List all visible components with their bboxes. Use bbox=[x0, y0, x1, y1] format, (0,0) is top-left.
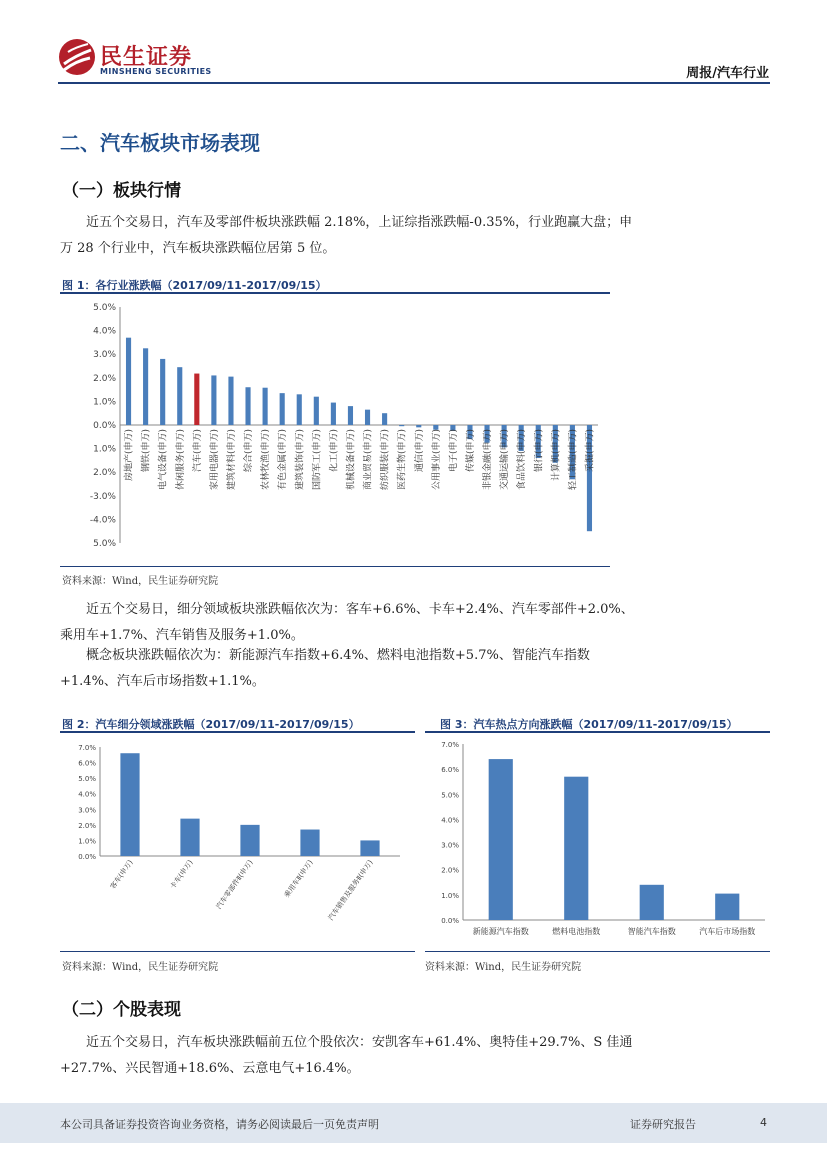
category-label: 电气设备(申万) bbox=[158, 429, 169, 491]
y-tick-label: 2.0% bbox=[441, 866, 459, 875]
y-tick-label: -4.0% bbox=[89, 515, 116, 526]
category-label: 汽车(申万) bbox=[192, 429, 203, 473]
figure-1-rule bbox=[60, 292, 610, 294]
header-rule bbox=[58, 82, 770, 84]
y-tick-label: -3.0% bbox=[89, 491, 116, 502]
bar bbox=[382, 413, 387, 425]
category-label: 燃料电池指数 bbox=[552, 927, 601, 936]
category-label: 有色金属(申万) bbox=[278, 429, 289, 491]
y-tick-label: 3.0% bbox=[78, 806, 96, 815]
category-label: 轻工制造(申万) bbox=[568, 429, 579, 491]
subsection-title-2: （二）个股表现 bbox=[62, 1000, 181, 1020]
bar bbox=[331, 403, 336, 425]
bar bbox=[399, 425, 404, 426]
y-tick-label: 7.0% bbox=[441, 741, 459, 749]
logo-cn: 民生证券 bbox=[100, 45, 193, 70]
bar bbox=[180, 819, 199, 856]
bar bbox=[416, 425, 421, 427]
category-label: 房地产(申万) bbox=[124, 429, 135, 482]
report-type: 周报/汽车行业 bbox=[686, 66, 769, 81]
bar bbox=[348, 406, 353, 425]
category-label: 银行(申万) bbox=[534, 429, 545, 473]
figure-3-source: 资料来源：Wind，民生证券研究院 bbox=[425, 962, 582, 973]
paragraph-4: 近五个交易日，汽车板块涨跌幅前五位个股依次：安凯客车+61.4%、奥特佳+29.7%、S 佳通+27.7%、兴民智通+18.6%、云意电气+16.4%。 bbox=[60, 1035, 633, 1076]
category-label: 商业贸易(申万) bbox=[363, 429, 374, 491]
category-label: 综合(申万) bbox=[244, 429, 255, 473]
y-tick-label: 3.0% bbox=[441, 841, 459, 850]
bar bbox=[297, 394, 302, 425]
y-tick-label: 0.0% bbox=[441, 917, 459, 925]
industry-change-chart bbox=[60, 296, 610, 564]
y-tick-label: 2.0% bbox=[93, 468, 116, 479]
y-tick-label: 6.0% bbox=[78, 759, 96, 768]
y-tick-label: 5.0% bbox=[93, 539, 116, 549]
category-label: 家用电器(申万) bbox=[209, 429, 220, 491]
figure-3-rule bbox=[425, 731, 770, 733]
bar bbox=[360, 840, 379, 856]
y-tick-label: 5.0% bbox=[78, 775, 96, 784]
category-label: 汽车销售及服务Ⅱ(申万) bbox=[326, 858, 375, 923]
figure-2-source: 资料来源：Wind，民生证券研究院 bbox=[62, 962, 219, 973]
y-tick-label: 1.0% bbox=[93, 444, 116, 455]
category-label: 智能汽车指数 bbox=[627, 927, 676, 936]
subsection-title-1: （一）板块行情 bbox=[62, 181, 181, 201]
category-label: 新能源汽车指数 bbox=[472, 927, 529, 936]
footer-disclaimer: 本公司具备证券投资咨询业务资格，请务必阅读最后一页免责声明 bbox=[60, 1118, 379, 1131]
bar bbox=[211, 375, 216, 425]
category-label: 建筑装饰(申万) bbox=[295, 429, 306, 491]
paragraph-3: 概念板块涨跌幅依次为：新能源汽车指数+6.4%、燃料电池指数+5.7%、智能汽车指数+1.4%、汽车后市场指数+1.1%。 bbox=[60, 648, 590, 689]
figure-1-bottom-rule bbox=[60, 566, 610, 567]
bar bbox=[143, 348, 148, 425]
category-label: 采掘(申万) bbox=[585, 429, 596, 473]
bar bbox=[245, 387, 250, 425]
bar bbox=[240, 825, 259, 856]
bar bbox=[177, 367, 182, 425]
paragraph-2: 近五个交易日，细分领域板块涨跌幅依次为：客车+6.6%、卡车+2.4%、汽车零部件+2.0%、乘用车+1.7%、汽车销售及服务+1.0%。 bbox=[60, 602, 634, 643]
y-tick-label: 5.0% bbox=[441, 791, 459, 800]
category-label: 电子(申万) bbox=[448, 429, 459, 473]
figure-2-rule bbox=[60, 731, 415, 733]
bar bbox=[228, 377, 233, 425]
bar bbox=[640, 885, 664, 920]
category-label: 纺织服装(申万) bbox=[380, 429, 391, 491]
y-tick-label: 6.0% bbox=[441, 766, 459, 775]
footer-doc-type: 证券研究报告 bbox=[630, 1118, 696, 1131]
bar bbox=[365, 410, 370, 425]
bar bbox=[194, 374, 199, 425]
section-title: 二、汽车板块市场表现 bbox=[60, 131, 260, 155]
category-label: 客车(申万) bbox=[108, 858, 135, 891]
bar bbox=[126, 338, 131, 425]
y-tick-label: 2.0% bbox=[78, 821, 96, 830]
category-label: 汽车零部件Ⅱ(申万) bbox=[214, 858, 255, 911]
category-label: 汽车后市场指数 bbox=[699, 927, 756, 936]
category-label: 乘用车Ⅱ(申万) bbox=[282, 858, 315, 900]
y-tick-label: 4.0% bbox=[78, 790, 96, 799]
y-tick-label: 4.0% bbox=[441, 816, 459, 825]
figure-2-title: 图 2：汽车细分领域涨跌幅（2017/09/11-2017/09/15） bbox=[62, 718, 360, 731]
figure-1-title: 图 1：各行业涨跌幅（2017/09/11-2017/09/15） bbox=[62, 279, 327, 292]
y-tick-label: 5.0% bbox=[93, 303, 116, 313]
category-label: 传媒(申万) bbox=[465, 429, 476, 473]
figure-3-bottom-rule bbox=[425, 951, 770, 952]
y-tick-label: 1.0% bbox=[441, 891, 459, 900]
footer-page-number: 4 bbox=[760, 1116, 767, 1129]
category-label: 交通运输(申万) bbox=[500, 429, 511, 491]
category-label: 卡车(申万) bbox=[168, 858, 195, 891]
y-tick-label: 0.0% bbox=[93, 421, 116, 431]
figure-1-source: 资料来源：Wind，民生证券研究院 bbox=[62, 576, 219, 587]
category-label: 机械设备(申万) bbox=[346, 429, 357, 491]
category-label: 建筑材料(申万) bbox=[226, 429, 237, 491]
category-label: 休闲服务(申万) bbox=[175, 429, 186, 491]
bar bbox=[300, 830, 319, 856]
category-label: 国防军工(申万) bbox=[312, 429, 323, 491]
bar bbox=[160, 359, 165, 425]
bar bbox=[489, 759, 513, 920]
y-tick-label: 0.0% bbox=[78, 853, 96, 861]
figure-3-title: 图 3：汽车热点方向涨跌幅（2017/09/11-2017/09/15） bbox=[440, 718, 738, 731]
category-label: 钢铁(申万) bbox=[141, 429, 152, 473]
bar bbox=[263, 388, 268, 425]
y-tick-label: 3.0% bbox=[93, 350, 116, 361]
page-header bbox=[0, 0, 827, 90]
segment-change-chart bbox=[60, 736, 415, 948]
category-label: 公用事业(申万) bbox=[431, 429, 442, 491]
bar bbox=[564, 777, 588, 920]
category-label: 通信(申万) bbox=[414, 429, 425, 473]
category-label: 食品饮料(申万) bbox=[517, 429, 528, 491]
figure-2-bottom-rule bbox=[60, 951, 415, 952]
category-label: 农林牧渔(申万) bbox=[261, 429, 272, 491]
category-label: 医药生物(申万) bbox=[397, 429, 408, 491]
category-label: 化工(申万) bbox=[329, 429, 340, 473]
y-tick-label: 1.0% bbox=[78, 837, 96, 846]
minsheng-logo-icon bbox=[58, 38, 96, 76]
y-tick-label: 4.0% bbox=[93, 326, 116, 337]
y-tick-label: 2.0% bbox=[93, 373, 116, 384]
bar bbox=[280, 393, 285, 425]
page-footer bbox=[0, 1103, 827, 1143]
bar bbox=[120, 753, 139, 856]
category-label: 计算机(申万) bbox=[551, 428, 562, 482]
paragraph-1: 近五个交易日，汽车及零部件板块涨跌幅 2.18%，上证综指涨跌幅-0.35%，行业跑赢大盘；申万 28 个行业中，汽车板块涨跌幅位居第 5 位。 bbox=[60, 215, 633, 256]
category-label: 非银金融(申万) bbox=[483, 429, 494, 491]
y-tick-label: 7.0% bbox=[78, 744, 96, 752]
bar bbox=[314, 397, 319, 425]
hotspot-change-chart bbox=[425, 736, 770, 948]
bar bbox=[715, 894, 739, 920]
y-tick-label: 1.0% bbox=[93, 397, 116, 408]
logo-en: MINSHENG SECURITIES bbox=[100, 67, 212, 76]
